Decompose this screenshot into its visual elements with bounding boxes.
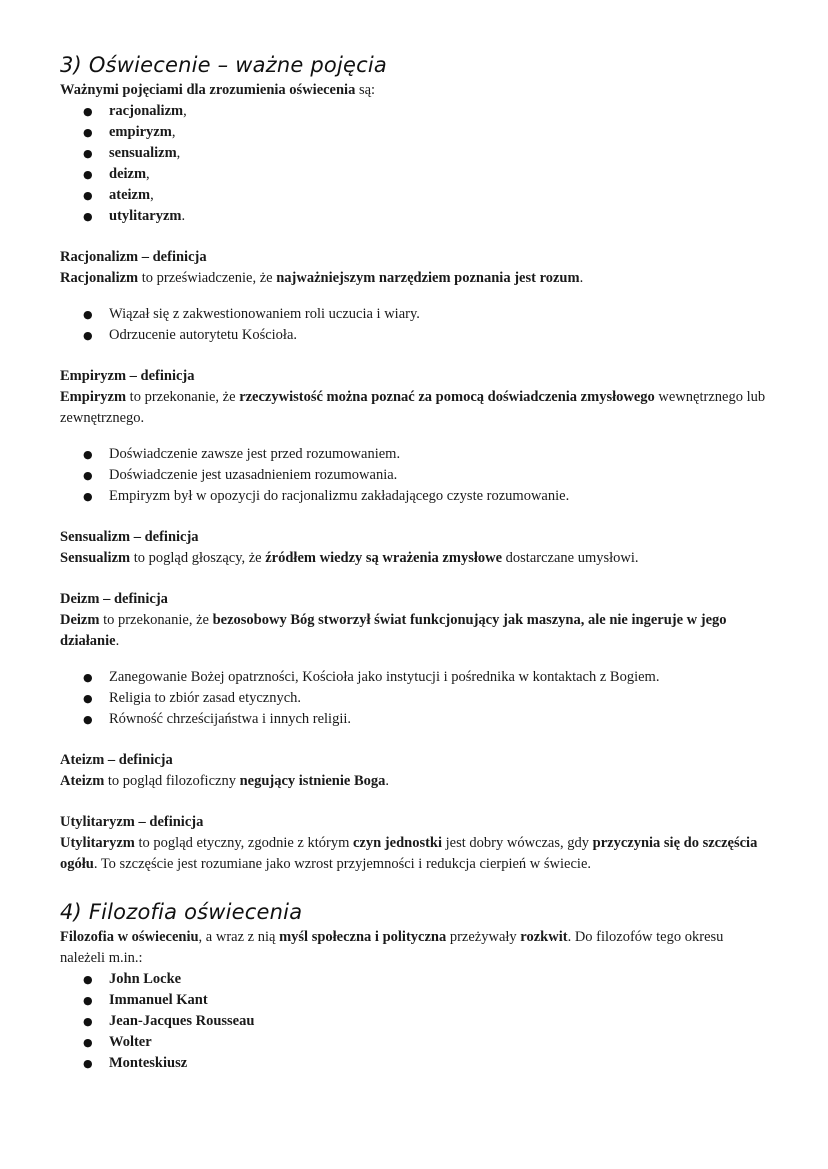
document-content <box>60 50 770 1074</box>
empiricism-title: Empiryzm – definicja <box>60 368 195 384</box>
atheism-definition: Ateizm to pogląd filozoficzny negujący istnienie Boga. <box>60 773 390 789</box>
atheism-title: Ateizm – definicja <box>60 752 173 768</box>
utilitarianism-title: Utylitaryzm – definicja <box>60 814 204 830</box>
deism-definition: Deizm to przekonanie, że bezosobowy Bóg stworzył świat funkcjonujący jak maszyna, ale nie ingeruje w jego działanie. <box>60 612 727 649</box>
section-4-heading: 4) Filozofia oświecenia <box>60 900 303 924</box>
rationalism-bullets <box>60 304 770 346</box>
list-item: ● ateizm, <box>60 185 770 206</box>
concepts-list <box>60 101 770 227</box>
deism-section <box>60 589 770 730</box>
list-item: ● empiryzm, <box>60 122 770 143</box>
list-item: ● racjonalizm, <box>60 101 770 122</box>
utilitarianism-section <box>60 812 770 875</box>
deism-bullets <box>60 667 770 730</box>
list-item: ● John Locke <box>60 969 770 990</box>
rationalism-definition: Racjonalizm to przeświadczenie, że najważniejszym narzędziem poznania jest rozum. <box>60 270 584 286</box>
rationalism-title: Racjonalizm – definicja <box>60 249 207 265</box>
atheism-section <box>60 750 770 792</box>
list-item: ● Równość chrześcijaństwa i innych religii. <box>60 709 770 730</box>
list-item: ● deizm, <box>60 164 770 185</box>
section-4-intro: Filozofia w oświeceniu, a wraz z nią myśl społeczna i polityczna przeżywały rozkwit. Do filozofów tego okresu należeli m.in.: <box>60 929 724 966</box>
list-item: ● Zanegowanie Bożej opatrzności, Kościoła jako instytucji i pośrednika w kontaktach z Bogiem. <box>60 667 770 688</box>
list-item: ● sensualizm, <box>60 143 770 164</box>
list-item: ● Odrzucenie autorytetu Kościoła. <box>60 325 770 346</box>
section-3-intro: Ważnymi pojęciami dla zrozumienia oświecenia są: <box>60 82 376 98</box>
list-item: ● Immanuel Kant <box>60 990 770 1011</box>
list-item: ● Jean-Jacques Rousseau <box>60 1011 770 1032</box>
list-item: ● Wolter <box>60 1032 770 1053</box>
empiricism-section <box>60 366 770 507</box>
list-item: ● Empiryzm był w opozycji do racjonalizmu zakładającego czyste rozumowanie. <box>60 486 770 507</box>
list-item: ● Wiązał się z zakwestionowaniem roli uczucia i wiary. <box>60 304 770 325</box>
sensualism-definition: Sensualizm to pogląd głoszący, że źródłem wiedzy są wrażenia zmysłowe dostarczane umysłowi. <box>60 550 639 566</box>
list-item: ● Monteskiusz <box>60 1053 770 1074</box>
deism-title: Deizm – definicja <box>60 591 168 607</box>
list-item: ● Doświadczenie jest uzasadnieniem rozumowania. <box>60 465 770 486</box>
sensualism-section <box>60 527 770 569</box>
philosophers-list <box>60 969 770 1074</box>
list-item: ● utylitaryzm. <box>60 206 770 227</box>
section-3-heading: 3) Oświecenie – ważne pojęcia <box>60 53 387 77</box>
empiricism-bullets <box>60 444 770 507</box>
sensualism-title: Sensualizm – definicja <box>60 529 199 545</box>
list-item: ● Doświadczenie zawsze jest przed rozumowaniem. <box>60 444 770 465</box>
empiricism-definition: Empiryzm to przekonanie, że rzeczywistość można poznać za pomocą doświadczenia zmysłowego wewnętrznego lub zewnętrznego. <box>60 389 766 426</box>
list-item: ● Religia to zbiór zasad etycznych. <box>60 688 770 709</box>
utilitarianism-definition: Utylitaryzm to pogląd etyczny, zgodnie z którym czyn jednostki jest dobry wówczas, gdy przyczynia się do szczęścia ogółu. To szczęście jest rozumiane jako wzrost przyjemności i redukcja cierpień w świecie. <box>60 835 758 872</box>
rationalism-section <box>60 247 770 346</box>
